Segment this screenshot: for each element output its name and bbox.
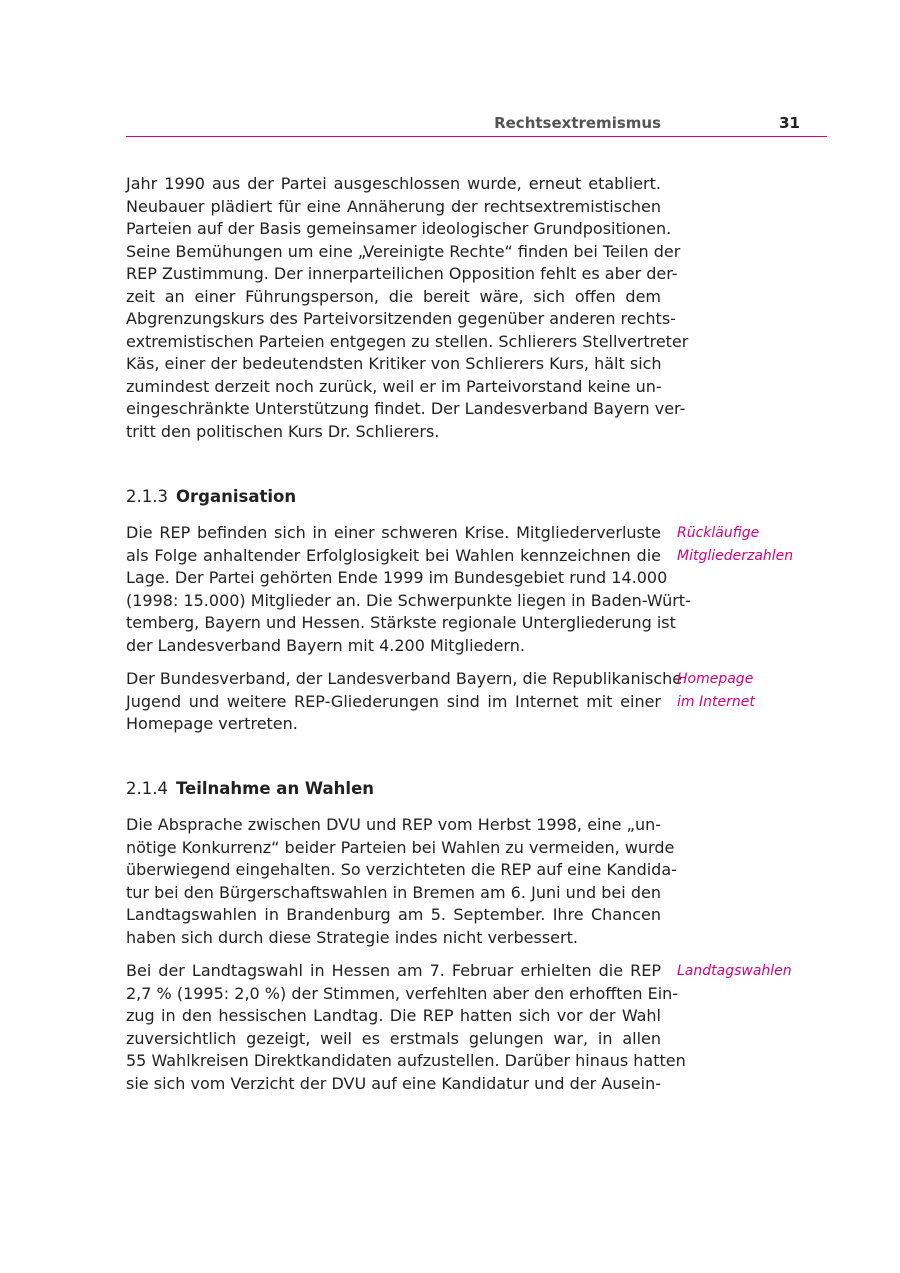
text-line: Seine Bemühungen um eine „Vereinigte Rechte“ finden bei Teilen der (126, 241, 681, 261)
text-line: Lage. Der Partei gehörten Ende 1999 im Bundesgebiet rund 14.000 (126, 568, 668, 587)
section-heading-organisation (126, 487, 296, 506)
text-line: Käs, einer der bedeutendsten Kritiker von Schlierers Kurs, hält sich (126, 354, 662, 373)
text-line: eingeschränkte Unterstützung findet. Der Landesverband Bayern ver- (126, 399, 686, 418)
text-line: tritt den politischen Kurs Dr. Schlierers. (126, 421, 440, 441)
section-number: 2.1.3 (126, 487, 168, 506)
text-line: Neubauer plädiert für eine Annäherung der rechtsextremistischen (126, 196, 661, 216)
text-line: der Landesverband Bayern mit 4.200 Mitgliedern. (126, 635, 525, 655)
section-title: Organisation (175, 487, 297, 506)
text-line: zumindest derzeit noch zurück, weil er im Parteivorstand keine un- (126, 376, 662, 396)
text-line: zug in den hessischen Landtag. Die REP hatten sich vor der Wahl (126, 1006, 661, 1025)
margin-note-mitglieder (677, 522, 793, 567)
text-line: Jugend und weitere REP-Gliederungen sind im Internet mit einer (126, 691, 661, 711)
running-header (126, 114, 827, 137)
text-line: überwiegend eingehalten. So verzichteten die REP auf eine Kandida- (126, 860, 677, 879)
section-heading-wahlen (126, 779, 374, 798)
margin-note-landtagswahlen (677, 960, 792, 983)
section-title: Teilnahme an Wahlen (175, 779, 375, 798)
text-line: sie sich vom Verzicht der DVU auf eine Kandidatur und der Ausein- (126, 1073, 661, 1093)
margin-note-line: Landtagswahlen (677, 963, 792, 979)
margin-note-homepage (677, 668, 755, 713)
wahlen-paragraph-2 (126, 960, 686, 1095)
margin-note-line: Rückläufige (677, 525, 760, 541)
text-line: nötige Konkurrenz“ beider Parteien bei Wahlen zu vermeiden, wurde (126, 837, 675, 857)
wahlen-paragraph-1 (126, 814, 677, 949)
page-number: 31 (779, 114, 800, 132)
text-line: Abgrenzungskurs des Parteivorsitzenden gegenüber anderen rechts- (126, 309, 676, 328)
intro-paragraph (126, 173, 689, 443)
text-line: als Folge anhaltender Erfolglosigkeit bei Wahlen kennzeichnen die (126, 545, 661, 565)
section-number: 2.1.4 (126, 779, 168, 798)
text-line: temberg, Bayern und Hessen. Stärkste regionale Untergliederung ist (126, 613, 676, 632)
text-line: extremistischen Parteien entgegen zu stellen. Schlierers Stellvertreter (126, 331, 689, 351)
text-line: Jahr 1990 aus der Partei ausgeschlossen wurde, erneut etabliert. (126, 174, 661, 193)
text-line: Landtagswahlen in Brandenburg am 5. September. Ihre Chancen (126, 905, 661, 924)
organisation-paragraph-1 (126, 522, 691, 657)
text-line: haben sich durch diese Strategie indes nicht verbessert. (126, 927, 578, 947)
text-line: 55 Wahlkreisen Direktkandidaten aufzustellen. Darüber hinaus hatten (126, 1051, 686, 1070)
organisation-paragraph-2 (126, 668, 683, 736)
text-line: 2,7 % (1995: 2,0 %) der Stimmen, verfehlten aber den erhofften Ein- (126, 983, 679, 1003)
margin-note-line: im Internet (677, 693, 755, 710)
text-line: zeit an einer Führungsperson, die bereit wäre, sich offen dem (126, 286, 661, 306)
text-line: Die Absprache zwischen DVU und REP vom Herbst 1998, eine „un- (126, 815, 661, 834)
text-line: Homepage vertreten. (126, 714, 298, 733)
text-line: REP Zustimmung. Der innerparteilichen Opposition fehlt es aber der- (126, 264, 678, 283)
text-line: Parteien auf der Basis gemeinsamer ideologischer Grundpositionen. (126, 219, 672, 238)
text-line: tur bei den Bürgerschaftswahlen in Bremen am 6. Juni und bei den (126, 882, 661, 902)
text-line: Bei der Landtagswahl in Hessen am 7. Februar erhielten die REP (126, 961, 661, 980)
text-line: Die REP befinden sich in einer schweren Krise. Mitgliederverluste (126, 523, 661, 542)
text-line: Der Bundesverband, der Landesverband Bayern, die Republikanische (126, 669, 683, 688)
running-title: Rechtsextremismus (494, 114, 661, 132)
text-line: zuversichtlich gezeigt, weil es erstmals gelungen war, in allen (126, 1028, 661, 1048)
margin-note-line: Homepage (677, 671, 754, 687)
text-line: (1998: 15.000) Mitglieder an. Die Schwerpunkte liegen in Baden-Würt- (126, 590, 691, 610)
margin-note-line: Mitgliederzahlen (677, 547, 794, 564)
